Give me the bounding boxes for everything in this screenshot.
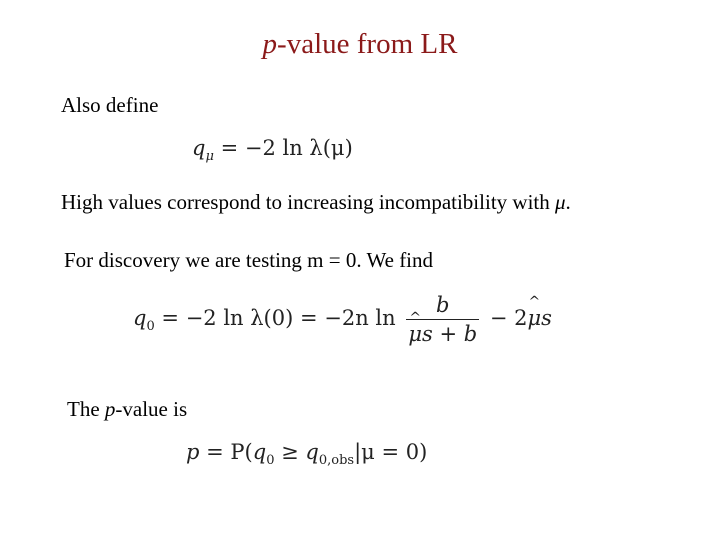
eq3-q2-sub: 0,obs [318,453,355,468]
title-italic-p: p [262,28,278,60]
page-title [0,28,720,61]
eq3-cond: |μ = 0) [354,440,428,464]
line4-pre: The [67,397,105,421]
eq3-P: = P( [206,440,253,464]
eq1-mu-sub: μ [205,149,214,164]
eq2-q-sub: 0 [146,319,155,334]
line2-post: . [565,190,571,214]
title-rest: -value from LR [277,28,458,60]
line4-post: -value is [115,397,188,421]
equation-p [186,440,427,468]
eq3-p: p [186,440,200,464]
eq2-tail-s: s [541,306,552,330]
text-p-value-is [67,397,187,422]
eq2-frac-den-mu: ^ μ [408,322,422,346]
eq3-geq: ≥ [274,440,306,464]
eq3-q-sub: 0 [266,453,275,468]
line2-pre: High values correspond to increasing incompatibility with [61,190,555,214]
eq2-tail-mu: ^ μ [528,306,542,330]
text-high-values [61,190,571,215]
eq2-part1: = −2 ln λ(0) = −2n ln [161,306,396,330]
eq2-frac-den [406,320,479,346]
line2-mu: μ [554,190,566,214]
eq2-q: q [133,306,147,330]
eq1-q: q [192,136,206,160]
equation-q-mu [192,136,353,164]
eq1-rhs: = −2 ln λ(μ) [220,136,353,160]
eq3-q2: q [305,440,319,464]
text-also-define: Also define [61,93,159,117]
eq2-fraction [406,293,479,346]
eq2-tail-pre: − 2 [489,306,528,330]
eq3-q: q [252,440,267,464]
text-for-discovery: For discovery we are testing m = 0. We find [64,248,434,272]
eq2-frac-num: b [406,293,479,320]
eq2-frac-den-rest: s + b [422,322,478,346]
equation-q0 [133,293,552,346]
line4-p: p [104,397,116,421]
